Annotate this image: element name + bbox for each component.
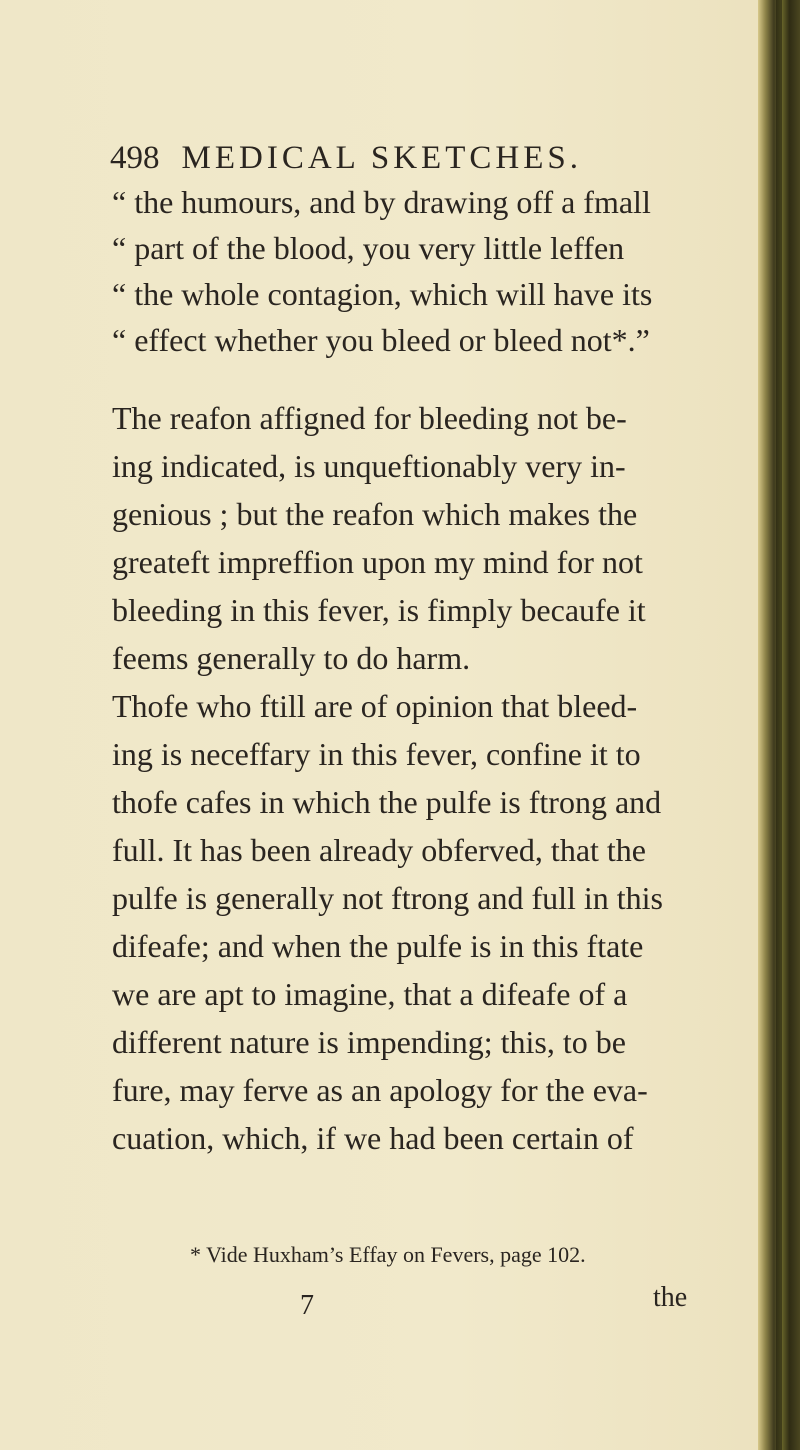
signature-mark: 7 — [300, 1290, 314, 1321]
text-line: “ effect whether you bleed or bleed not*.” — [112, 322, 650, 358]
text-line: feems generally to do harm. — [112, 640, 471, 676]
text-line: cuation, which, if we had been certain of — [112, 1120, 634, 1156]
text-line: thofe cafes in which the pulfe is ftrong and — [112, 784, 662, 820]
text-line: “ the humours, and by drawing off a fmall — [112, 184, 651, 220]
text-line: The reafon affigned for bleeding not be- — [112, 400, 627, 436]
text-line: we are apt to imagine, that a difeafe of a — [112, 976, 628, 1012]
text-line: full. It has been already obferved, that the — [112, 832, 646, 868]
text-line: genious ; but the reafon which makes the — [112, 496, 638, 532]
text-line: greateft impreffion upon my mind for not — [112, 544, 643, 580]
footnote: * Vide Huxham’s Effay on Fevers, page 102. — [190, 1242, 586, 1267]
text-line: fure, may ferve as an apology for the eva- — [112, 1072, 648, 1108]
page-number: 498 — [110, 140, 160, 176]
text-line: ing indicated, is unqueftionably very in- — [112, 448, 626, 484]
catchword: the — [653, 1282, 688, 1313]
running-header — [110, 140, 730, 177]
text-line: difeafe; and when the pulfe is in this ftate — [112, 928, 644, 964]
text-line: pulfe is generally not ftrong and full in this — [112, 880, 663, 916]
book-spine-shadow — [776, 0, 782, 1450]
running-title: MEDICAL SKETCHES. — [181, 140, 582, 176]
text-line: ing is neceffary in this fever, confine it to — [112, 736, 641, 772]
text-line: “ the whole contagion, which will have its — [112, 276, 653, 312]
text-line: different nature is impending; this, to be — [112, 1024, 626, 1060]
text-line: Thofe who ftill are of opinion that bleed- — [112, 688, 638, 724]
text-line: bleeding in this fever, is fimply becaufe it — [112, 592, 646, 628]
text-line: “ part of the blood, you very little leffen — [112, 230, 625, 266]
